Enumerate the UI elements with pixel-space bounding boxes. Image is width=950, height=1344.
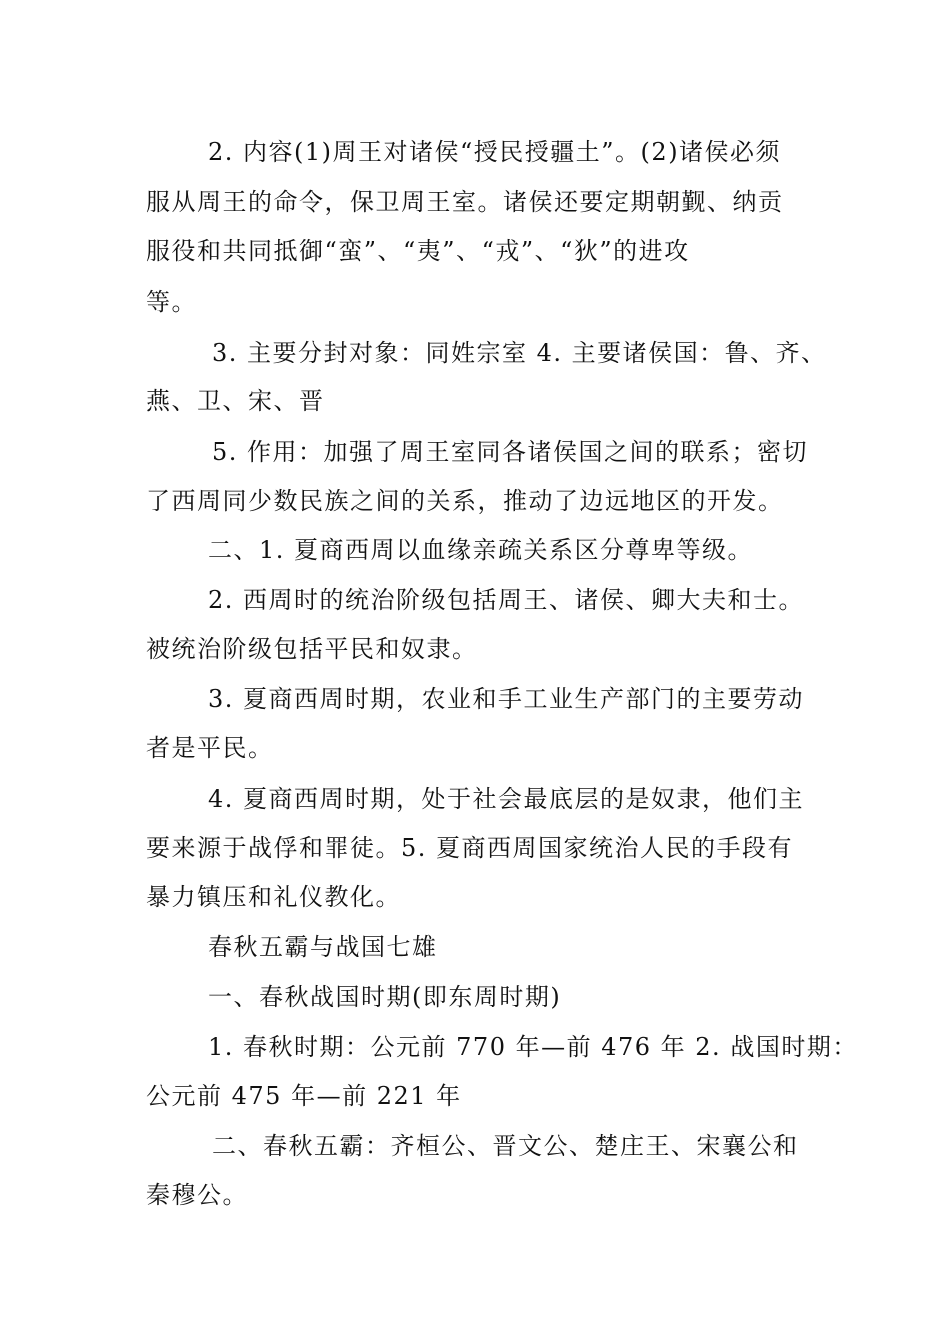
text-line-11: 被统治阶级包括平民和奴隶。 bbox=[146, 635, 478, 663]
text-line-12: 3. 夏商西周时期，农业和手工业生产部门的主要劳动 bbox=[208, 685, 805, 713]
text-line-10: 2. 西周时的统治阶级包括周王、诸侯、卿大夫和士。 bbox=[208, 586, 805, 614]
section-heading: 春秋五霸与战国七雄 bbox=[208, 933, 438, 961]
text-line-8: 了西周同少数民族之间的关系，推动了边远地区的开发。 bbox=[146, 487, 784, 515]
text-line-15: 要来源于战俘和罪徒。5. 夏商西周国家统治人民的手段有 bbox=[146, 834, 794, 862]
text-line-22: 秦穆公。 bbox=[146, 1181, 248, 1209]
text-line-5: 3. 主要分封对象：同姓宗室 4. 主要诸侯国：鲁、齐、 bbox=[212, 339, 827, 367]
text-line-18: 一、春秋战国时期(即东周时期) bbox=[208, 983, 562, 1011]
text-line-3: 服役和共同抵御“蛮”、“夷”、“戎”、“狄”的进攻 bbox=[146, 237, 690, 265]
text-line-21: 二、春秋五霸：齐桓公、晋文公、楚庄王、宋襄公和 bbox=[212, 1132, 799, 1160]
text-line-16: 暴力镇压和礼仪教化。 bbox=[146, 883, 401, 911]
text-line-9: 二、1. 夏商西周以血缘亲疏关系区分尊卑等级。 bbox=[208, 536, 754, 564]
text-line-14: 4. 夏商西周时期，处于社会最底层的是奴隶，他们主 bbox=[208, 785, 805, 813]
text-line-2: 服从周王的命令，保卫周王室。诸侯还要定期朝觐、纳贡 bbox=[146, 188, 784, 216]
text-line-20: 公元前 475 年—前 221 年 bbox=[146, 1082, 462, 1110]
text-line-1: 2. 内容(1)周王对诸侯“授民授疆土”。(2)诸侯必须 bbox=[208, 138, 782, 166]
text-line-19: 1. 春秋时期：公元前 770 年—前 476 年 2. 战国时期： bbox=[208, 1033, 858, 1061]
text-line-6: 燕、卫、宋、晋 bbox=[146, 387, 325, 415]
text-line-13: 者是平民。 bbox=[146, 734, 274, 762]
text-line-7: 5. 作用：加强了周王室同各诸侯国之间的联系；密切 bbox=[212, 438, 809, 466]
text-line-4: 等。 bbox=[146, 288, 197, 316]
